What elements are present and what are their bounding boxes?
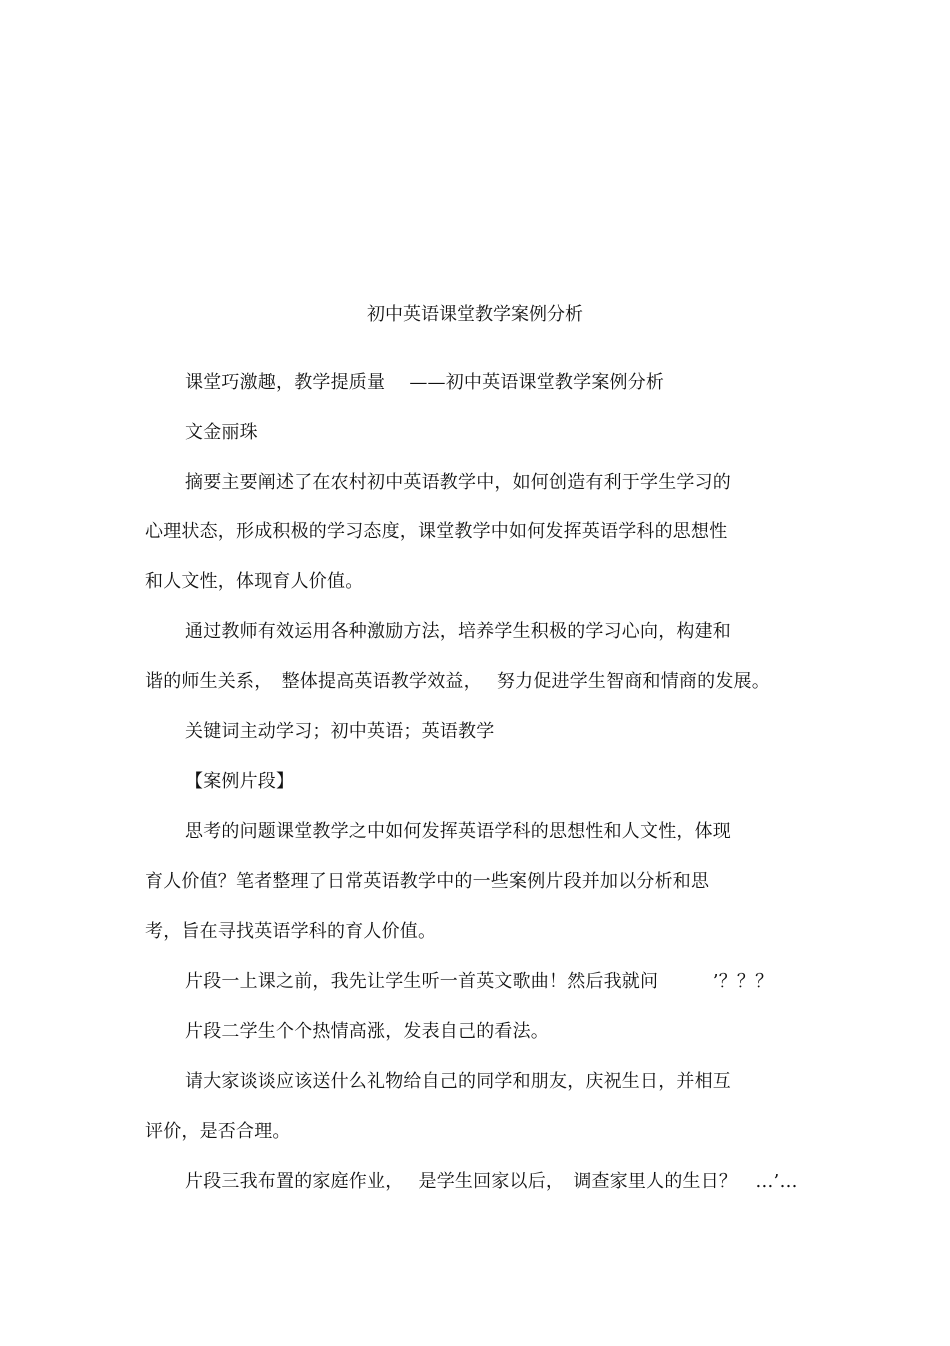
paragraph-line: 谐的师生关系， 整体提高英语教学效益， 努力促进学生智商和情商的发展。: [145, 671, 770, 692]
abstract-line: 和人文性，体现育人价值。: [145, 571, 364, 592]
paragraph-line: 考，旨在寻找英语学科的育人价值。: [145, 921, 437, 942]
paragraph-line: 片段二学生个个热情高涨，发表自己的看法。: [185, 1021, 549, 1042]
paragraph-line: 片段三我布置的家庭作业， 是学生回家以后， 调查家里人的生日？ …’…: [185, 1171, 798, 1192]
section-heading: 【案例片段】: [185, 771, 295, 792]
abstract-line: 摘要主要阐述了在农村初中英语教学中，如何创造有利于学生学习的: [185, 472, 731, 493]
abstract-line: 心理状态，形成积极的学习态度，课堂教学中如何发挥英语学科的思想性: [145, 521, 728, 542]
document-title: 初中英语课堂教学案例分析: [367, 304, 583, 325]
paragraph-line: 通过教师有效运用各种激励方法，培养学生积极的学习心向，构建和: [185, 621, 731, 642]
author-line: 文金丽珠: [185, 422, 258, 443]
paragraph-line: 评价，是否合理。: [145, 1121, 291, 1142]
subtitle-line: 课堂巧激趣，教学提质量 ——初中英语课堂教学案例分析: [185, 372, 665, 393]
paragraph-line: 请大家谈谈应该送什么礼物给自己的同学和朋友，庆祝生日，并相互: [185, 1071, 731, 1092]
keywords-line: 关键词主动学习；初中英语；英语教学: [185, 721, 495, 742]
paragraph-line: 思考的问题课堂教学之中如何发挥英语学科的思想性和人文性，体现: [185, 821, 731, 842]
paragraph-line: 片段一上课之前，我先让学生听一首英文歌曲！然后我就问 ’？？？: [185, 971, 774, 992]
paragraph-line: 育人价值？笔者整理了日常英语教学中的一些案例片段并加以分析和思: [145, 871, 710, 892]
